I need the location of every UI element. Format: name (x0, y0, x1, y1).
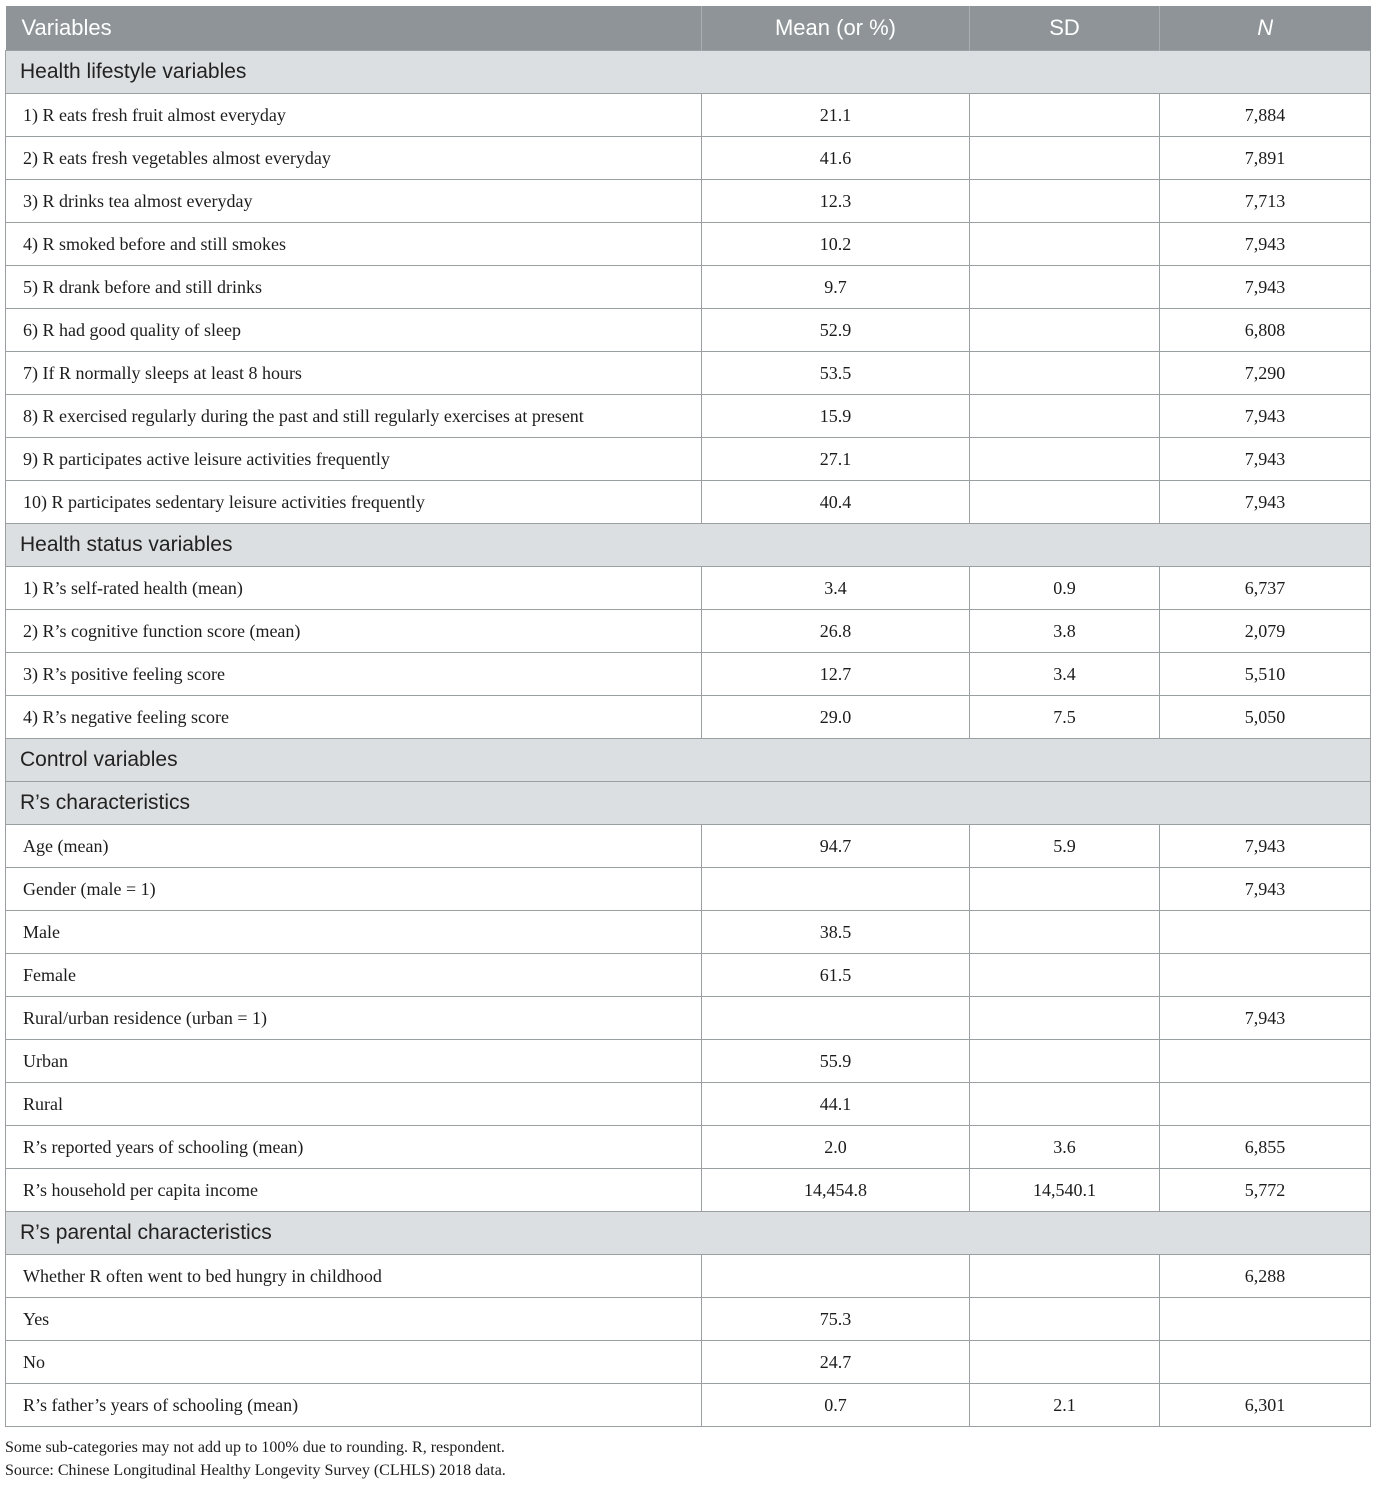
n-cell: 5,050 (1160, 696, 1371, 739)
header-mean: Mean (or %) (702, 6, 970, 51)
sd-cell: 2.1 (970, 1384, 1160, 1427)
mean-cell: 12.3 (702, 180, 970, 223)
sd-cell (970, 1040, 1160, 1083)
section-title: Control variables (6, 739, 1371, 782)
n-cell: 7,943 (1160, 223, 1371, 266)
variable-cell: Urban (6, 1040, 702, 1083)
variable-cell: No (6, 1341, 702, 1384)
variable-cell: 3) R drinks tea almost everyday (6, 180, 702, 223)
variable-cell: 3) R’s positive feeling score (6, 653, 702, 696)
variable-cell: Gender (male = 1) (6, 868, 702, 911)
table-row (6, 1126, 1371, 1169)
n-cell: 7,943 (1160, 266, 1371, 309)
n-cell: 7,884 (1160, 94, 1371, 137)
variable-cell: Male (6, 911, 702, 954)
table-row (6, 567, 1371, 610)
variable-cell: Rural (6, 1083, 702, 1126)
n-cell: 7,290 (1160, 352, 1371, 395)
mean-cell: 94.7 (702, 825, 970, 868)
table-row (6, 1298, 1371, 1341)
table-row (6, 997, 1371, 1040)
n-cell: 7,943 (1160, 997, 1371, 1040)
table-row (6, 180, 1371, 223)
variable-cell: Rural/urban residence (urban = 1) (6, 997, 702, 1040)
table-header-row (6, 6, 1371, 51)
mean-cell: 21.1 (702, 94, 970, 137)
variable-cell: 8) R exercised regularly during the past and still regularly exercises at present (6, 395, 702, 438)
mean-cell: 55.9 (702, 1040, 970, 1083)
n-cell (1160, 954, 1371, 997)
table-row (6, 352, 1371, 395)
section-title: R’s characteristics (6, 782, 1371, 825)
mean-cell: 52.9 (702, 309, 970, 352)
sd-cell (970, 223, 1160, 266)
mean-cell: 40.4 (702, 481, 970, 524)
variable-cell: R’s father’s years of schooling (mean) (6, 1384, 702, 1427)
table-row (6, 1083, 1371, 1126)
n-cell: 7,713 (1160, 180, 1371, 223)
sd-cell (970, 438, 1160, 481)
header-n: N (1160, 6, 1371, 51)
n-cell: 6,288 (1160, 1255, 1371, 1298)
variable-cell: R’s household per capita income (6, 1169, 702, 1212)
sd-cell: 3.6 (970, 1126, 1160, 1169)
sd-cell: 3.8 (970, 610, 1160, 653)
section-title: Health lifestyle variables (6, 51, 1371, 94)
variable-cell: 9) R participates active leisure activities frequently (6, 438, 702, 481)
n-cell: 5,510 (1160, 653, 1371, 696)
n-cell (1160, 1298, 1371, 1341)
sd-cell (970, 1341, 1160, 1384)
mean-cell: 2.0 (702, 1126, 970, 1169)
sd-cell (970, 997, 1160, 1040)
mean-cell: 0.7 (702, 1384, 970, 1427)
sd-cell (970, 137, 1160, 180)
table-row (6, 309, 1371, 352)
n-cell: 7,891 (1160, 137, 1371, 180)
n-cell: 6,808 (1160, 309, 1371, 352)
n-cell: 7,943 (1160, 438, 1371, 481)
n-cell (1160, 1341, 1371, 1384)
mean-cell (702, 868, 970, 911)
section-header-row (6, 1212, 1371, 1255)
mean-cell: 38.5 (702, 911, 970, 954)
mean-cell: 10.2 (702, 223, 970, 266)
footnote-source: Source: Chinese Longitudinal Healthy Longevity Survey (CLHLS) 2018 data. (5, 1462, 506, 1479)
variable-cell: 5) R drank before and still drinks (6, 266, 702, 309)
section-title: R’s parental characteristics (6, 1212, 1371, 1255)
table-row (6, 438, 1371, 481)
sd-cell (970, 94, 1160, 137)
section-header-row (6, 782, 1371, 825)
sd-cell: 5.9 (970, 825, 1160, 868)
sd-cell: 0.9 (970, 567, 1160, 610)
mean-cell: 75.3 (702, 1298, 970, 1341)
section-title: Health status variables (6, 524, 1371, 567)
variable-cell: 6) R had good quality of sleep (6, 309, 702, 352)
sd-cell: 14,540.1 (970, 1169, 1160, 1212)
n-cell (1160, 1040, 1371, 1083)
table-notes (5, 1436, 506, 1482)
sd-cell (970, 1255, 1160, 1298)
table-row (6, 94, 1371, 137)
table-row (6, 653, 1371, 696)
variable-cell: Whether R often went to bed hungry in childhood (6, 1255, 702, 1298)
n-cell (1160, 1083, 1371, 1126)
section-header-row (6, 739, 1371, 782)
table-row (6, 1169, 1371, 1212)
n-cell: 6,855 (1160, 1126, 1371, 1169)
mean-cell: 9.7 (702, 266, 970, 309)
sd-cell (970, 352, 1160, 395)
variable-cell: 4) R’s negative feeling score (6, 696, 702, 739)
variable-cell: 7) If R normally sleeps at least 8 hours (6, 352, 702, 395)
table-row (6, 266, 1371, 309)
mean-cell (702, 997, 970, 1040)
variable-cell: 1) R’s self-rated health (mean) (6, 567, 702, 610)
table-row (6, 223, 1371, 266)
sd-cell (970, 1083, 1160, 1126)
sd-cell (970, 1298, 1160, 1341)
sd-cell: 3.4 (970, 653, 1160, 696)
variable-cell: 4) R smoked before and still smokes (6, 223, 702, 266)
n-cell: 7,943 (1160, 825, 1371, 868)
table-row (6, 137, 1371, 180)
section-header-row (6, 51, 1371, 94)
variable-cell: Age (mean) (6, 825, 702, 868)
mean-cell: 27.1 (702, 438, 970, 481)
mean-cell: 14,454.8 (702, 1169, 970, 1212)
table-row (6, 1040, 1371, 1083)
variable-cell: 10) R participates sedentary leisure activities frequently (6, 481, 702, 524)
header-sd: SD (970, 6, 1160, 51)
mean-cell: 26.8 (702, 610, 970, 653)
descriptive-statistics-table (5, 6, 1371, 1427)
mean-cell: 53.5 (702, 352, 970, 395)
table-row (6, 1341, 1371, 1384)
mean-cell: 29.0 (702, 696, 970, 739)
table-row (6, 1384, 1371, 1427)
sd-cell: 7.5 (970, 696, 1160, 739)
mean-cell: 12.7 (702, 653, 970, 696)
variable-cell: Female (6, 954, 702, 997)
mean-cell: 61.5 (702, 954, 970, 997)
sd-cell (970, 911, 1160, 954)
sd-cell (970, 266, 1160, 309)
table-row (6, 1255, 1371, 1298)
n-cell: 5,772 (1160, 1169, 1371, 1212)
header-variables: Variables (6, 6, 702, 51)
footnote-rounding: Some sub-categories may not add up to 100% due to rounding. R, respondent. (5, 1439, 505, 1456)
mean-cell: 24.7 (702, 1341, 970, 1384)
table-body (6, 51, 1371, 1427)
n-cell: 7,943 (1160, 868, 1371, 911)
table-row (6, 825, 1371, 868)
sd-cell (970, 180, 1160, 223)
table-row (6, 481, 1371, 524)
variable-cell: 2) R eats fresh vegetables almost everyday (6, 137, 702, 180)
n-cell: 6,737 (1160, 567, 1371, 610)
n-cell: 7,943 (1160, 395, 1371, 438)
sd-cell (970, 309, 1160, 352)
section-header-row (6, 524, 1371, 567)
table-row (6, 610, 1371, 653)
mean-cell: 44.1 (702, 1083, 970, 1126)
n-cell: 6,301 (1160, 1384, 1371, 1427)
variable-cell: R’s reported years of schooling (mean) (6, 1126, 702, 1169)
n-cell (1160, 911, 1371, 954)
sd-cell (970, 868, 1160, 911)
variable-cell: 1) R eats fresh fruit almost everyday (6, 94, 702, 137)
table-row (6, 696, 1371, 739)
table-row (6, 868, 1371, 911)
table-row (6, 911, 1371, 954)
mean-cell (702, 1255, 970, 1298)
table-row (6, 954, 1371, 997)
variable-cell: Yes (6, 1298, 702, 1341)
n-cell: 7,943 (1160, 481, 1371, 524)
sd-cell (970, 481, 1160, 524)
variable-cell: 2) R’s cognitive function score (mean) (6, 610, 702, 653)
sd-cell (970, 395, 1160, 438)
mean-cell: 3.4 (702, 567, 970, 610)
n-cell: 2,079 (1160, 610, 1371, 653)
sd-cell (970, 954, 1160, 997)
mean-cell: 41.6 (702, 137, 970, 180)
mean-cell: 15.9 (702, 395, 970, 438)
table-row (6, 395, 1371, 438)
